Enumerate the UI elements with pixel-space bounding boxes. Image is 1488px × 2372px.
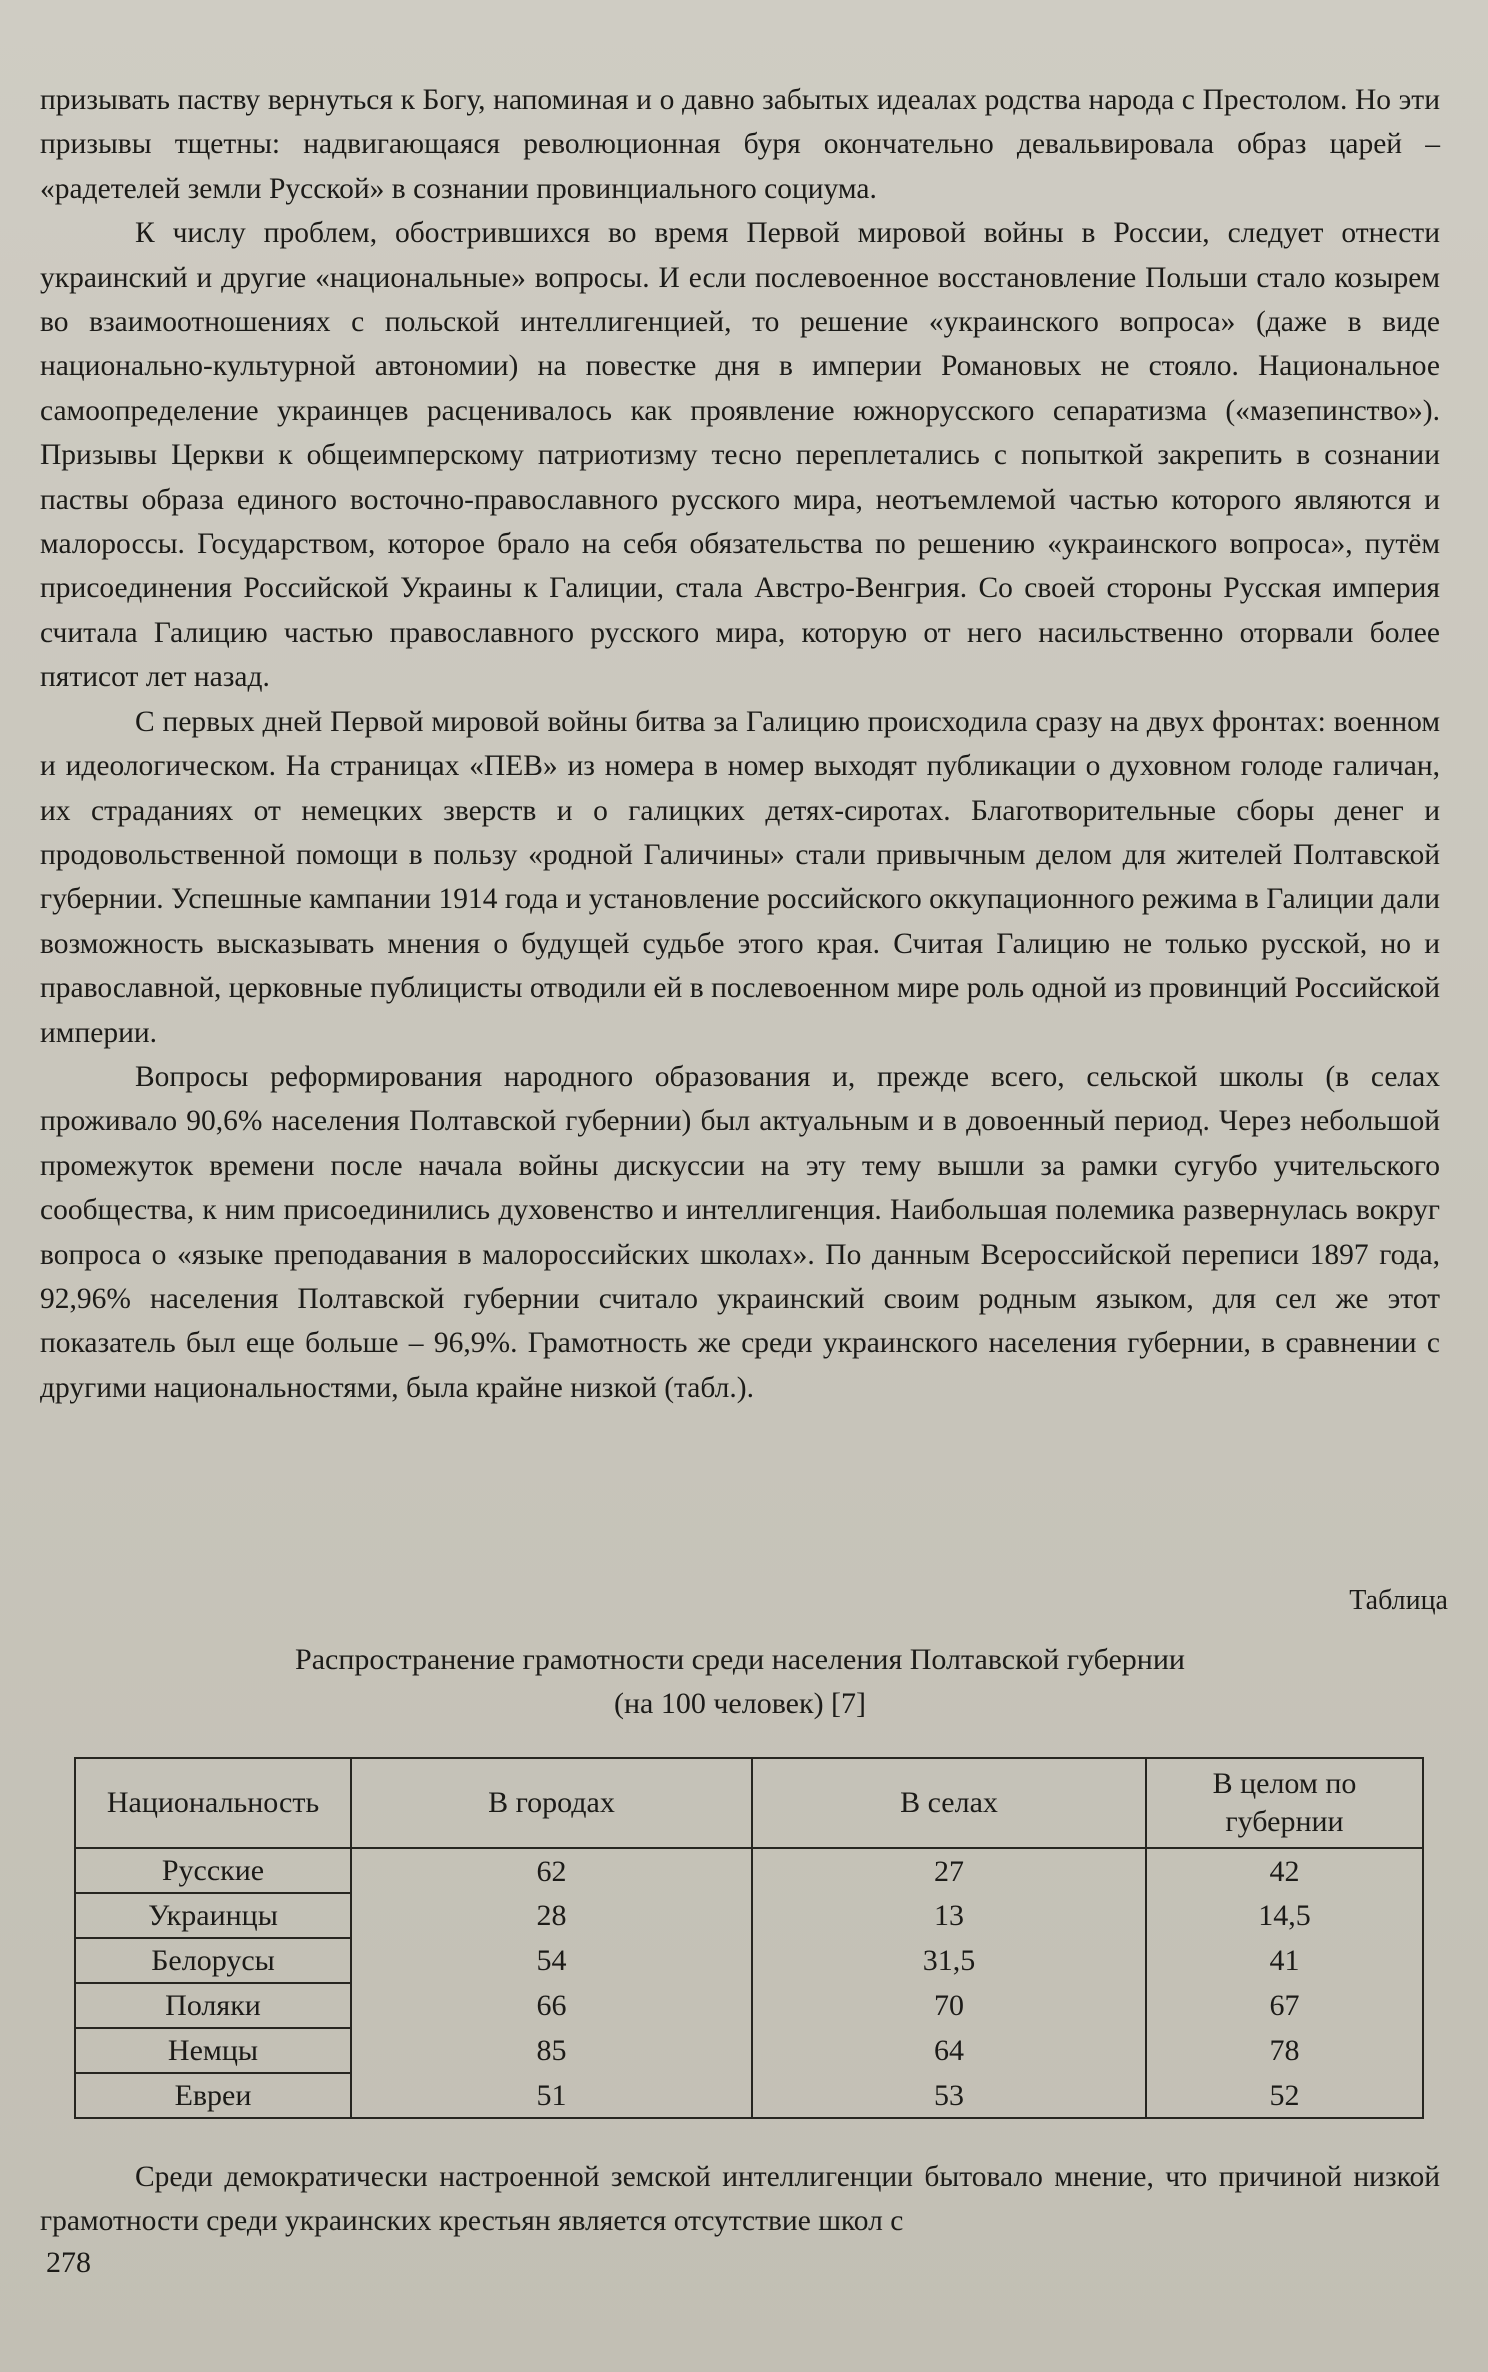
cell-villages: 64: [752, 2028, 1146, 2073]
table-row: [75, 1938, 1423, 1983]
header-total: В целом по губернии: [1146, 1758, 1423, 1848]
cell-cities: 62: [351, 1848, 752, 1893]
page-number: 278: [46, 2246, 91, 2279]
header-cities: В городах: [351, 1758, 752, 1848]
cell-villages: 31,5: [752, 1938, 1146, 1983]
cell-villages: 13: [752, 1893, 1146, 1938]
paragraph-4: Вопросы реформирования народного образования и, прежде всего, сельской школы (в селах проживало 90,6% населения Полтавской губернии) был актуальным и в довоенный период. Через небольшой промежуток времени после начала войны дискуссии на эту тему вышли за рамки сугубо учительского сообщества, к ним присоединились духовенство и интеллигенция. Наибольшая полемика развернулась вокруг вопроса о «языке преподавания в малороссийских школах». По данным Всероссийской переписи 1897 года, 92,96% населения Полтавской губернии считало украинский своим родным языком, для сел же этот показатель был еще больше – 96,9%. Грамотность же среди украинского населения губернии, в сравнении с другими национальностями, была крайне низкой (табл.).: [40, 1060, 1440, 1404]
paragraph-1: призывать паству вернуться к Богу, напоминая и о давно забытых идеалах родства народа с Престолом. Но эти призывы тщетны: надвигающаяся революционная буря окончательно девальвировала образ царей – «радетелей земли Русской» в сознании провинциального социума.: [40, 84, 1440, 205]
cell-total: 67: [1146, 1983, 1423, 2028]
table-title-line-1: Распространение грамотности среди населения Полтавской губернии: [295, 1643, 1185, 1676]
cell-nationality: Поляки: [75, 1983, 351, 2028]
cell-villages: 70: [752, 1983, 1146, 2028]
cell-villages: 27: [752, 1848, 1146, 1893]
cell-total: 14,5: [1146, 1893, 1423, 1938]
cell-nationality: Немцы: [75, 2028, 351, 2073]
cell-cities: 54: [351, 1938, 752, 1983]
paragraph-after-table: Среди демократически настроенной земской интеллигенции бытовало мнение, что причиной низкой грамотности среди украинских крестьян является отсутствие школ с: [40, 2161, 1440, 2238]
table-row: [75, 1893, 1423, 1938]
cell-cities: 51: [351, 2073, 752, 2118]
table-row: [75, 1983, 1423, 2028]
cell-cities: 28: [351, 1893, 752, 1938]
table-title-line-2: (на 100 человек) [7]: [613, 1687, 867, 1720]
literacy-table: [74, 1757, 1424, 2119]
cell-nationality: Белорусы: [75, 1938, 351, 1983]
table-row: [75, 1848, 1423, 1893]
cell-cities: 85: [351, 2028, 752, 2073]
cell-cities: 66: [351, 1983, 752, 2028]
cell-nationality: Евреи: [75, 2073, 351, 2118]
paragraph-2: К числу проблем, обострившихся во время Первой мировой войны в России, следует отнести украинский и другие «национальные» вопросы. И если послевоенное восстановление Польши стало козырем во взаимоотношениях с польской интеллигенцией, то решение «украинского вопроса» (даже в виде национально-культурной автономии) на повестке дня в империи Романовых не стояло. Национальное самоопределение украинцев расценивалось как проявление южнорусского сепаратизма («мазепинство»). Призывы Церкви к общеимперскому патриотизму тесно переплетались с попыткой закрепить в сознании паствы образа единого восточно-православного русского мира, неотъемлемой частью которого являются и малороссы. Государством, которое брало на себя обязательства по решению «украинского вопроса», путём присоединения Российской Украины к Галиции, стала Австро-Венгрия. Со своей стороны Русская империя считала Галицию частью православного русского мира, которую от него насильственно оторвали более пятисот лет назад.: [40, 217, 1440, 694]
table-label: Таблица: [1349, 1585, 1448, 1616]
cell-total: 78: [1146, 2028, 1423, 2073]
table-header-row: [75, 1758, 1423, 1848]
body-text: [40, 78, 1440, 1410]
cell-total: 41: [1146, 1938, 1423, 1983]
cell-villages: 53: [752, 2073, 1146, 2118]
cell-nationality: Украинцы: [75, 1893, 351, 1938]
cell-total: 52: [1146, 2073, 1423, 2118]
table-row: [75, 2073, 1423, 2118]
cell-nationality: Русские: [75, 1848, 351, 1893]
cell-total: 42: [1146, 1848, 1423, 1893]
table-title: [40, 1638, 1440, 1726]
table-row: [75, 2028, 1423, 2073]
header-nationality: Национальность: [75, 1758, 351, 1848]
header-villages: В селах: [752, 1758, 1146, 1848]
paragraph-3: С первых дней Первой мировой войны битва за Галицию происходила сразу на двух фронтах: военном и идеологическом. На страницах «ПЕВ» из номера в номер выходят публикации о духовном голоде галичан, их страданиях от немецких зверств и о галицких детях-сиротах. Благотворительные сборы денег и продовольственной помощи в пользу «родной Галичины» стали привычным делом для жителей Полтавской губернии. Успешные кампании 1914 года и установление российского оккупационного режима в Галиции дали возможность высказывать мнения о будущей судьбе этого края. Считая Галицию не только русской, но и православной, церковные публицисты отводили ей в послевоенном мире роль одной из провинций Российской империи.: [40, 705, 1440, 1049]
